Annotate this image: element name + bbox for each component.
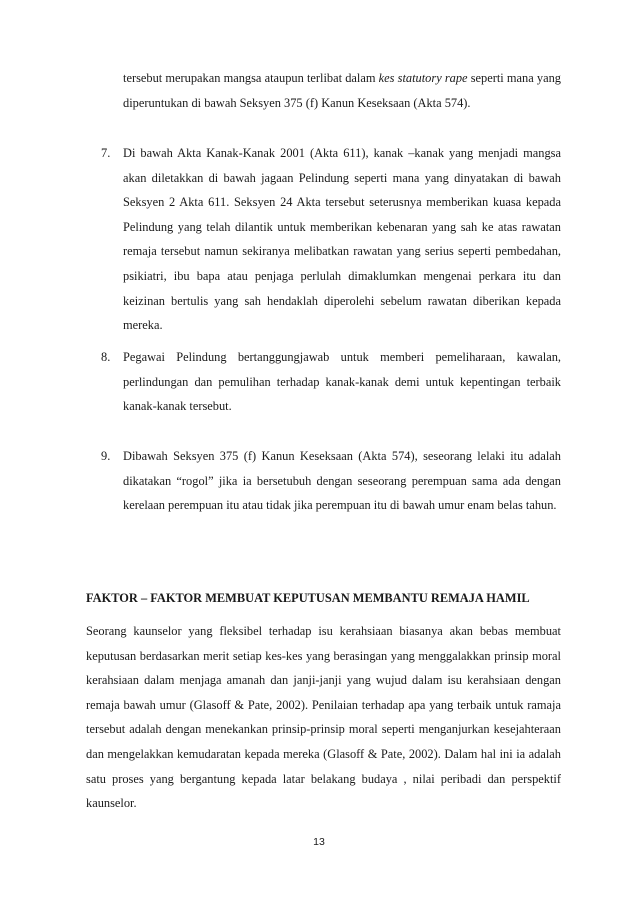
list-item-text: Dibawah Seksyen 375 (f) Kanun Keseksaan (Akta 574), seseorang lelaki itu adalah dikatakan “rogol” jika ia bersetubuh dengan seseorang perempuan sama ada dengan kerelaan perempuan itu atau tidak jika perempuan itu di bawah umur enam belas tahun.	[123, 449, 561, 513]
list-item-number: 7.	[101, 146, 111, 160]
section-paragraph: Seorang kaunselor yang fleksibel terhadap isu kerahsiaan biasanya akan bebas membuat keputusan berdasarkan merit setiap kes-kes yang berasingan yang menggalakkan prinsip moral kerahsiaan dalam menjaga amanah dan janji-janji yang wujud dalam isu kerahsiaan dengan remaja bawah umur (Glasoff & Pate, 2002). Penilaian terhadap apa yang terbaik untuk ramaja tersebut adalah dengan menekankan prinsip-prinsip moral seperti menganjurkan kesejahteraan dan mengelakkan kemudaratan kepada mereka (Glasoff & Pate, 2002). Dalam hal ini ia adalah satu proses yang bergantung kepada latar belakang budaya , nilai peribadi dan perspektif kaunselor.	[86, 624, 561, 811]
list-item-number: 9.	[101, 449, 111, 463]
list-item-8	[101, 345, 561, 419]
list-item-number: 8.	[101, 350, 111, 364]
continuation-italic-term: kes statutory rape	[378, 71, 468, 85]
list-item-text: Di bawah Akta Kanak-Kanak 2001 (Akta 611), kanak –kanak yang menjadi mangsa akan diletakkan di bawah jagaan Pelindung seperti mana yang dinyatakan di bawah Seksyen 2 Akta 611. Seksyen 24 Akta tersebut seterusnya memberikan kuasa kepada Pelindung yang telah dilantik untuk memberikan kebenaran yang sah ke atas rawatan remaja tersebut namun sekiranya melibatkan rawatan yang serius seperti pembedahan, psikiatri, ibu bapa atau penjaga perlulah dimaklumkan mengenai perkara itu dan keizinan bertulis yang sah hendaklah diperolehi sebelum rawatan diberikan kepada mereka.	[123, 146, 561, 333]
continuation-text-post: seperti mana yang diperuntukan di bawah Seksyen 375 (f) Kanun Keseksaan (Akta 574).	[123, 71, 561, 110]
section-heading: FAKTOR – FAKTOR MEMBUAT KEPUTUSAN MEMBANTU REMAJA HAMIL	[86, 591, 530, 605]
continuation-text-pre: tersebut merupakan mangsa ataupun terlibat dalam	[123, 71, 379, 85]
continued-list-item	[123, 66, 561, 115]
page-number: 13	[313, 836, 325, 848]
list-item-9	[101, 444, 561, 518]
list-item-7	[101, 141, 561, 338]
list-item-text: Pegawai Pelindung bertanggungjawab untuk memberi pemeliharaan, kawalan, perlindungan dan pemulihan terhadap kanak-kanak demi untuk kepentingan terbaik kanak-kanak tersebut.	[123, 350, 561, 414]
